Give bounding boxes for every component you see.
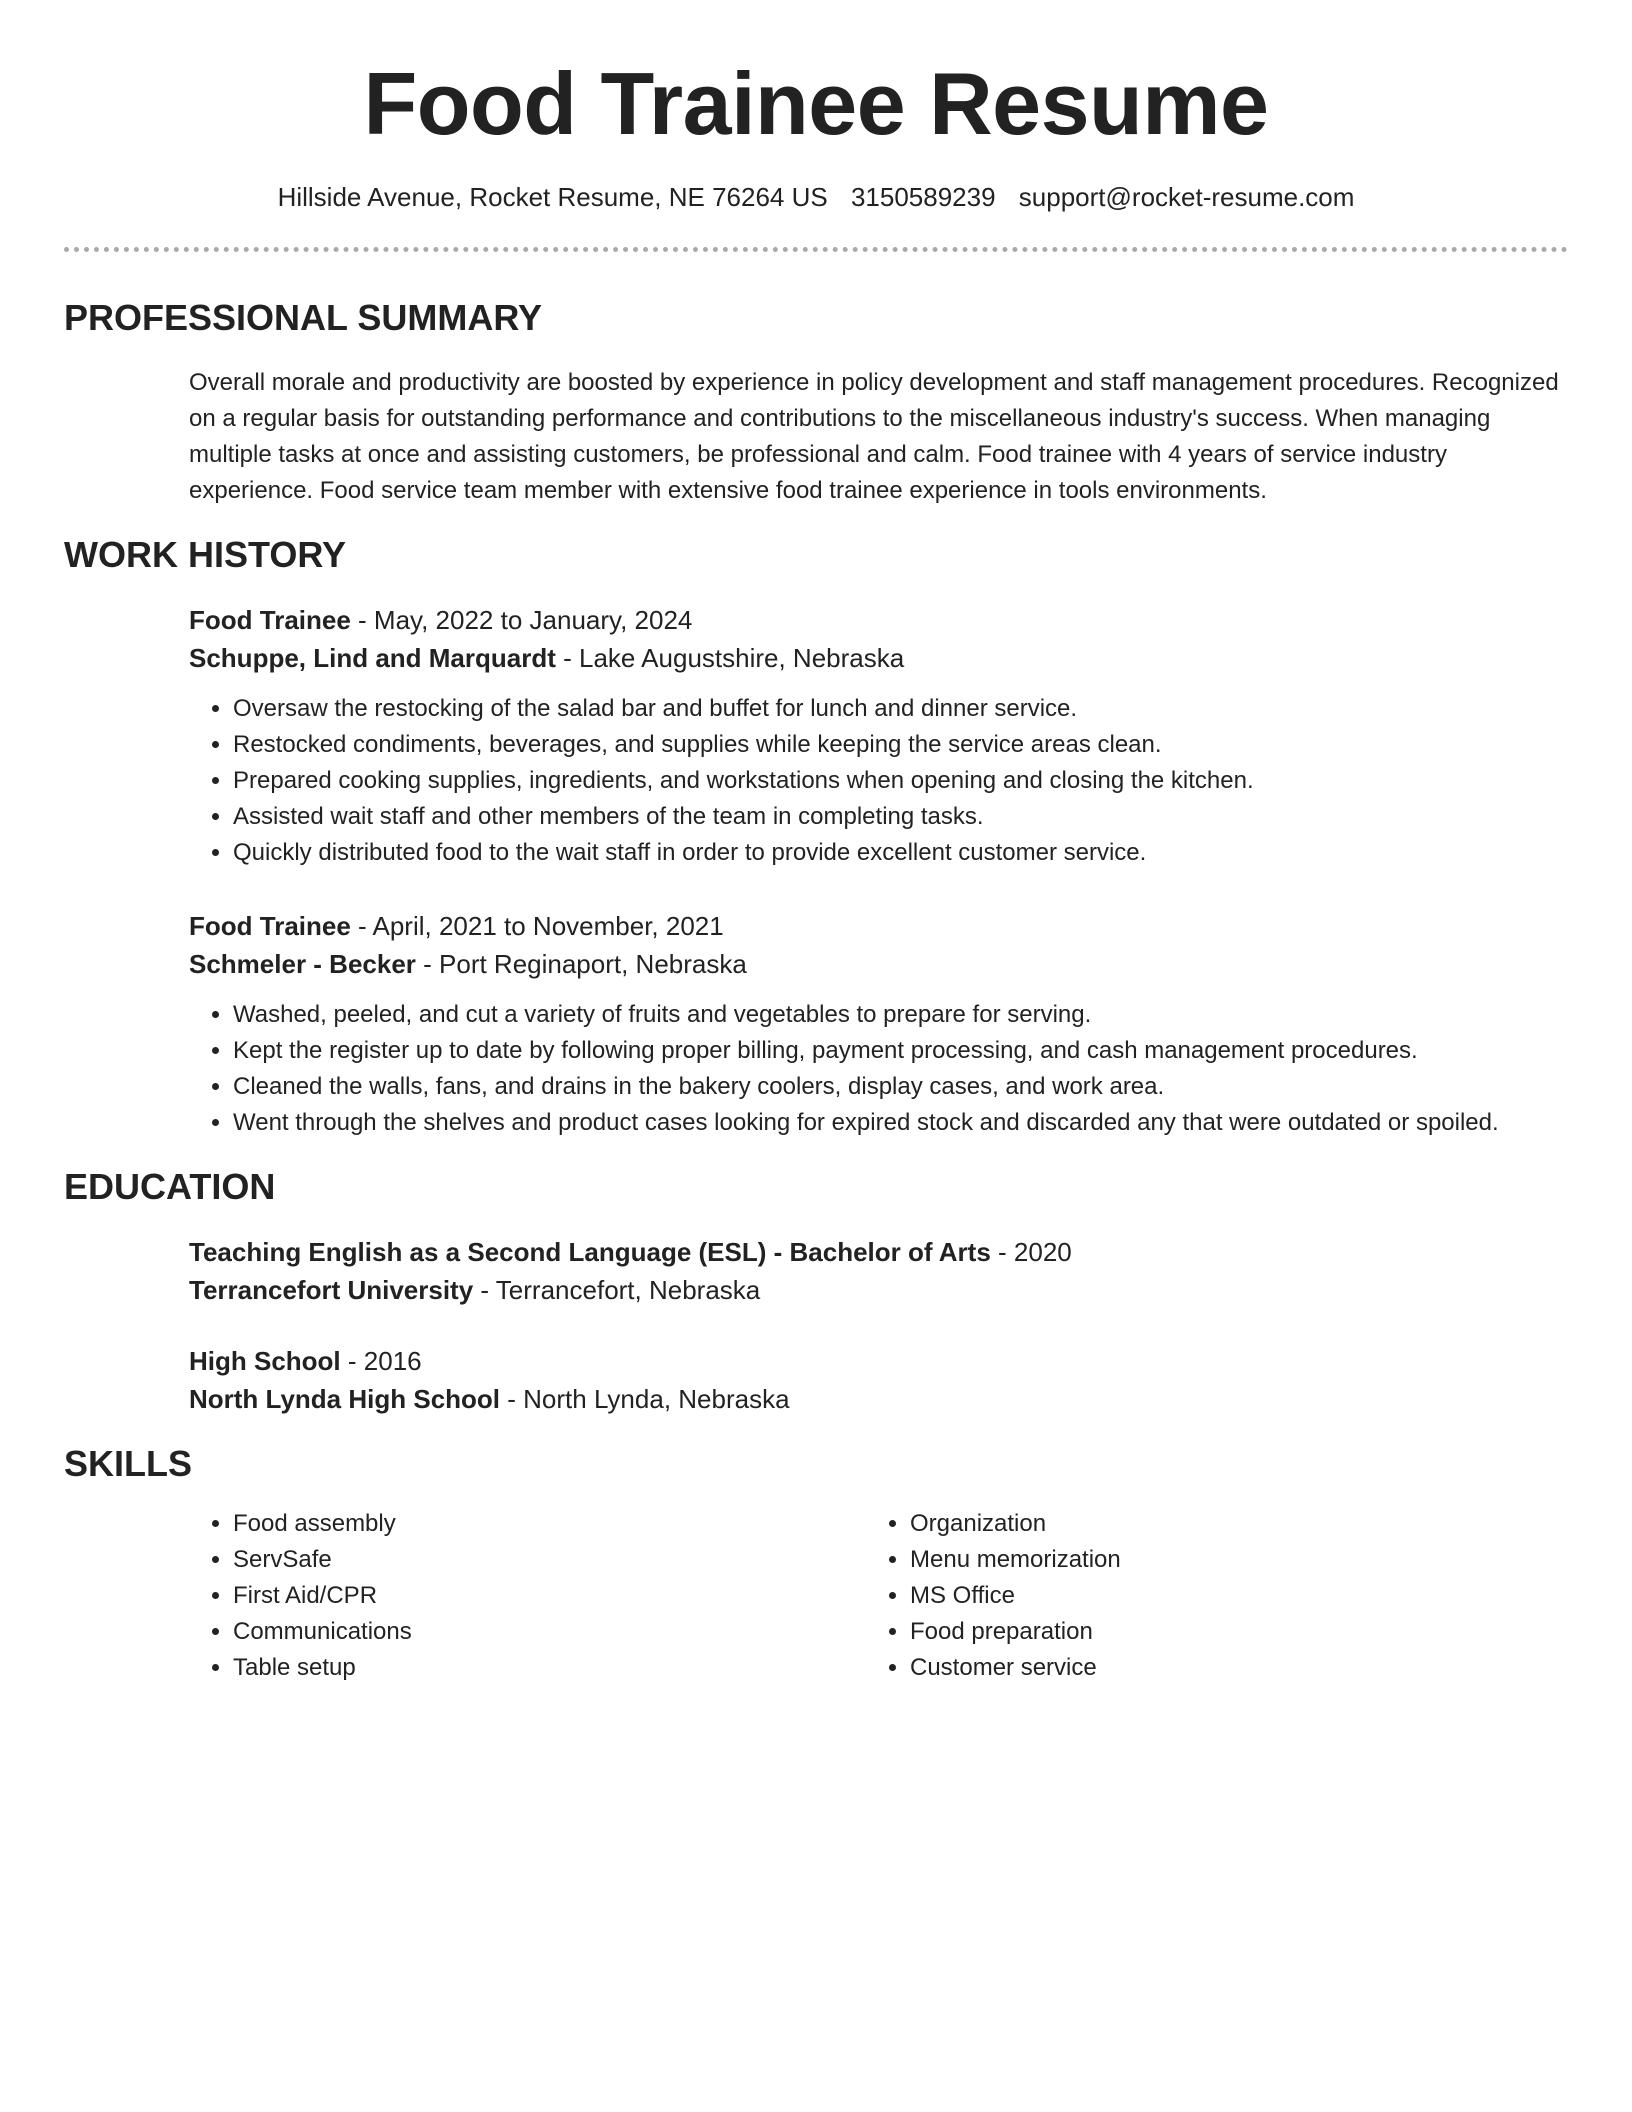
list-item: • Communications (233, 1614, 866, 1650)
degree: High School (189, 1346, 341, 1376)
education-entry (64, 1342, 1568, 1418)
job-company-line (189, 639, 1568, 677)
list-item: • Oversaw the restocking of the salad bar and buffet for lunch and dinner service. (233, 691, 1568, 727)
job-title-line (189, 907, 1568, 945)
education-section (64, 1165, 1568, 1418)
contact-email: support@rocket-resume.com (1018, 182, 1355, 212)
school-location: - North Lynda, Nebraska (500, 1384, 790, 1414)
job-duties-list (189, 997, 1568, 1141)
list-item: • Restocked condiments, beverages, and supplies while keeping the service areas clean. (233, 727, 1568, 763)
section-title-skills: SKILLS (64, 1443, 193, 1484)
job-entry (64, 601, 1568, 871)
header-divider (64, 247, 1568, 252)
job-role: Food Trainee (189, 605, 351, 635)
contact-address: Hillside Avenue, Rocket Resume, NE 76264 US (277, 182, 828, 212)
school-line (189, 1380, 1568, 1418)
job-duties-list (189, 691, 1568, 871)
list-item: • Went through the shelves and product cases looking for expired stock and discarded any that were outdated or spoiled. (233, 1105, 1568, 1141)
summary-text: Overall morale and productivity are boosted by experience in policy development and staff management procedures. Recognized on a regular basis for outstanding performance and contributions to the miscellaneous industry's success. When managing multiple tasks at once and assisting customers, be professional and calm. Food trainee with 4 years of service industry experience. Food service team member with extensive food trainee experience in tools environments. (189, 369, 1559, 504)
list-item: • MS Office (910, 1578, 1543, 1614)
section-title-summary: PROFESSIONAL SUMMARY (64, 297, 543, 338)
section-title-education: EDUCATION (64, 1166, 276, 1207)
list-item: • Food assembly (233, 1506, 866, 1542)
degree-year: - 2016 (340, 1346, 422, 1376)
list-item: • Table setup (233, 1650, 866, 1686)
school: North Lynda High School (189, 1384, 501, 1414)
job-location: - Port Reginaport, Nebraska (415, 949, 747, 979)
list-item: • Assisted wait staff and other members of the team in completing tasks. (233, 799, 1568, 835)
job-company-line (189, 945, 1568, 983)
list-item: • Food preparation (910, 1614, 1543, 1650)
job-company: Schmeler - Becker (189, 949, 416, 979)
job-location: - Lake Augustshire, Nebraska (555, 643, 905, 673)
job-dates: - April, 2021 to November, 2021 (350, 911, 724, 941)
list-item: • First Aid/CPR (233, 1578, 866, 1614)
school-location: - Terrancefort, Nebraska (473, 1275, 761, 1305)
skills-section (64, 1442, 1568, 1686)
list-item: • Washed, peeled, and cut a variety of fruits and vegetables to prepare for serving. (233, 997, 1568, 1033)
list-item: • Prepared cooking supplies, ingredients, and workstations when opening and closing the kitchen. (233, 763, 1568, 799)
list-item: • Organization (910, 1506, 1543, 1542)
page-title: Food Trainee Resume (363, 54, 1269, 153)
list-item: • Menu memorization (910, 1542, 1543, 1578)
degree-line (189, 1233, 1568, 1271)
degree-line (189, 1342, 1568, 1380)
job-dates: - May, 2022 to January, 2024 (350, 605, 693, 635)
list-item: • Quickly distributed food to the wait staff in order to provide excellent customer service. (233, 835, 1568, 871)
degree: Teaching English as a Second Language (ESL) - Bachelor of Arts (189, 1237, 991, 1267)
skills-list-right (866, 1506, 1543, 1686)
skills-columns (64, 1506, 1568, 1686)
list-item: • ServSafe (233, 1542, 866, 1578)
school-line (189, 1271, 1568, 1309)
job-role: Food Trainee (189, 911, 351, 941)
school: Terrancefort University (189, 1275, 474, 1305)
contact-line (64, 180, 1568, 214)
job-company: Schuppe, Lind and Marquardt (189, 643, 556, 673)
work-history-section (64, 533, 1568, 1141)
summary-section (64, 296, 1568, 509)
list-item: • Cleaned the walls, fans, and drains in the bakery coolers, display cases, and work area. (233, 1069, 1568, 1105)
skills-list-left (189, 1506, 866, 1686)
job-entry (64, 907, 1568, 1141)
list-item: • Kept the register up to date by following proper billing, payment processing, and cash management procedures. (233, 1033, 1568, 1069)
section-title-work: WORK HISTORY (64, 534, 347, 575)
job-title-line (189, 601, 1568, 639)
education-entry (64, 1233, 1568, 1309)
contact-phone: 3150589239 (850, 182, 996, 212)
degree-year: - 2020 (990, 1237, 1072, 1267)
resume-header (64, 0, 1568, 252)
list-item: • Customer service (910, 1650, 1543, 1686)
